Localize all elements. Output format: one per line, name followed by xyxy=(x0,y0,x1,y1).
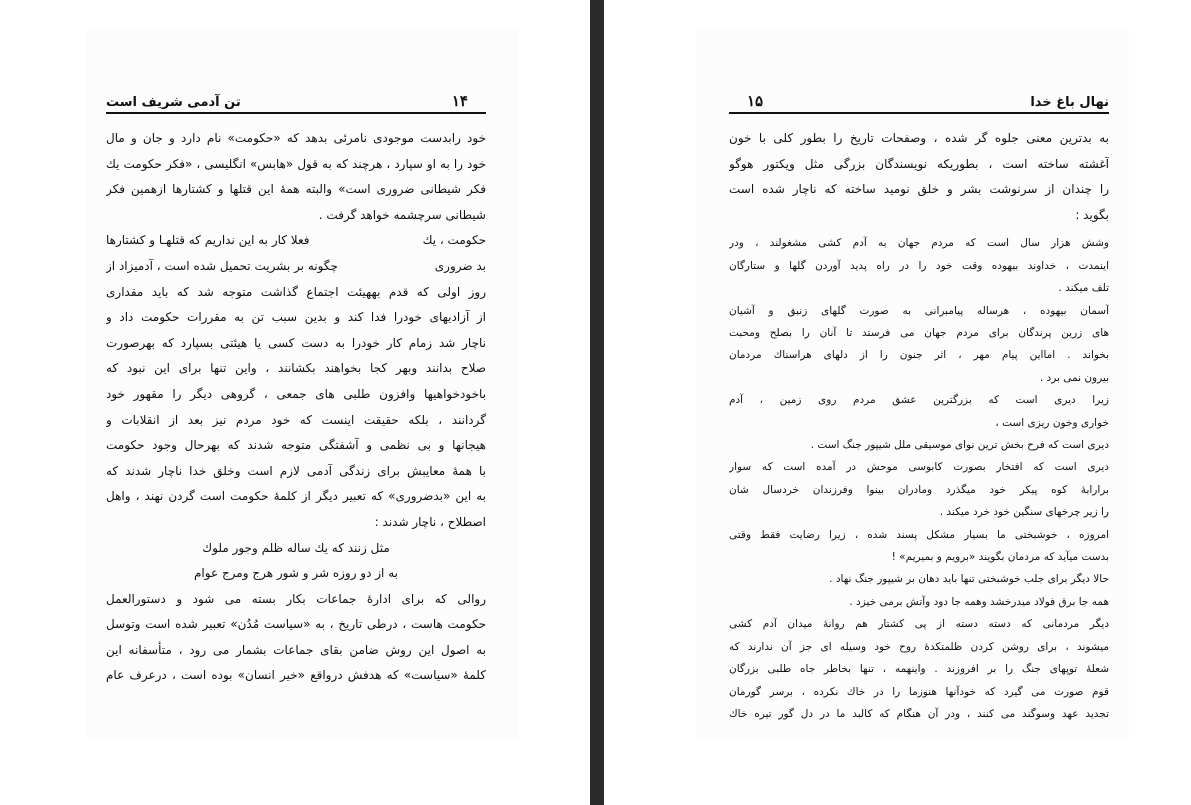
text-line: صلاح بدانند وبهر کجا بخواهند بکشانند ، واین تنها برای این نبود که xyxy=(106,361,486,376)
text-line: با همهٔ معایبش برای زندگی آدمی لازم است وخلق خدا ناچار شدند که xyxy=(106,463,486,478)
page-number: ۱۴ xyxy=(451,92,468,110)
text-line: حکومت هاست ، درطی تاریخ ، به «سیاست مُدُن» تعبیر شده است وتوسل xyxy=(106,617,486,632)
quote-line: دیری است که افتخار بصورت کابوسی موحش در آمده است که سوار xyxy=(729,461,1109,474)
margin-note: حکومت ، یك xyxy=(422,233,486,248)
quote-line: شعلهٔ توپهای جنگ را بر افروزند . واینهمه ، تنها بخاطر جاه طلبی بزرگان xyxy=(729,663,1109,676)
quote-line: را زیر چرخهای سنگین خود خرد میکند . xyxy=(939,506,1109,519)
quoted-passage xyxy=(729,232,1109,725)
text-line: ناچار شد زمام کار خودرا به دست کسی یا هیئتی بسپارد که بهرصورت xyxy=(106,335,486,350)
text-line: اصطلاح ، ناچار شدند : xyxy=(374,514,486,529)
quote-line: های زرین پرندگان برای مردم جهان می فرستد تا آنان را بصلح ومحبت xyxy=(729,327,1109,339)
page-header xyxy=(106,88,486,114)
quote-line: خواری وخون ریزی است ، xyxy=(995,416,1109,429)
quote-line: وشش هزار سال است که مردم جهان به آدم کشی مشغولند ، ودر xyxy=(729,237,1109,250)
text-line: را چندان از سرنوشت بشر و خلق نومید ساخته که ناچار شده است xyxy=(729,182,1109,197)
quote-line: زیرا دیری است که بزرگترین عشق مردم روی زمین ، آدم xyxy=(729,394,1109,407)
text-line: روالی که برای ادارهٔ جماعات بکار بسته می شود و دستورالعمل xyxy=(106,591,486,606)
right-page xyxy=(697,30,1129,738)
text-line: از آزادیهای خودرا فدا کند و بدین سبب تن به مقررات حکومت داد و xyxy=(106,310,486,325)
proverb-line: مثل زنند که یك ساله ظلم وجور ملوك xyxy=(202,540,390,555)
text-line: شیطانی سرچشمه خواهد گرفت . xyxy=(318,207,486,222)
proverb-line: به از دو روزه شر و شور هرج ومرج عوام xyxy=(194,566,398,581)
book-gutter xyxy=(590,0,604,805)
quote-line: حالا دیگر برای جلب خوشبختی تنها باید دهان بر شیپور جنگ نهاد . xyxy=(829,573,1109,586)
quote-line: دیری است که فرح بخش ترین نوای موسیقی ملل شیپور جنگ است . xyxy=(810,439,1109,452)
page-header xyxy=(729,88,1109,114)
quote-line: تجدید عهد وسوگند می کنند ، ودر آن هنگام که کالبد ما در دل گور تیره خاك xyxy=(729,707,1109,720)
text-line: به بدترین معنی جلوه گر شده ، وصفحات تاریخ را بطور کلی با خون xyxy=(729,131,1109,145)
quote-line: قوم صورت می گیرد که خودآنها هنوزما را در خاك نکرده ، برسر گورمان xyxy=(729,685,1109,698)
text-line: کلمهٔ «سیاست» که هدفش درواقع «خیر انسان» بوده است ، درعرف عام xyxy=(106,668,486,683)
quote-line: میشوند ، برای روشن کردن ظلمتکدهٔ روح خود وسیله ای جز آن ندارند که xyxy=(729,640,1109,653)
running-title: نهال باغ خدا xyxy=(1030,95,1109,110)
quote-line: آسمان بیهوده ، هرساله پیامبرانی به صورت گلهای زنبق و آشیان xyxy=(729,304,1109,317)
text-line: باخودخواهیها وافزون طلبی های جمعی ، گروهی دیگر را مقهور خود xyxy=(106,386,486,401)
text-line: به اصول این روش ضامن بقای جماعات بشمار می رود ، متأسفانه این xyxy=(106,642,486,657)
text-line: فکر شیطانی ضروری است» والبته همهٔ این قتلها و کشتارها ازهمین فکر xyxy=(106,182,486,197)
margin-note-line xyxy=(106,228,486,254)
text-line: خود رابدست موجودی نامرئی بدهد که «حکومت» نام دارد و جان و مال xyxy=(106,131,486,145)
text-line: خود را به او سپارد ، هرچند که به قول «هابس» انگلیسی ، «فکر حکومت یك xyxy=(106,156,486,171)
quote-line: اینمدت ، خداوند بیهوده وقت خود را در راه پدید آوردن گلها و ستارگان xyxy=(729,259,1109,272)
quote-line: بدست میآید که مردمان بگویند «برویم و بمیریم» ! xyxy=(891,551,1109,564)
quote-line: برارابهٔ کوه پیکر خود میگذرد ومادران بینوا وفرزندان خردسال شان xyxy=(729,483,1109,496)
quote-line: بیرون نمی برد . xyxy=(1039,371,1109,384)
quote-line: تلف میکند . xyxy=(1058,282,1109,295)
quote-line: دیگر مردمانی که دسته دسته از پی کشتار هم روانهٔ میدان آدم کشی xyxy=(729,618,1109,631)
quote-line: بخواند . امااین پیام مهر ، اثر جنون را از دلهای هراسناك مردمان xyxy=(729,349,1109,362)
page-body xyxy=(106,126,486,689)
page-number: ۱۵ xyxy=(747,92,764,110)
running-title: تن آدمی شریف است xyxy=(106,95,241,110)
text-line: به این «بدضروری» که تعبیر دیگر از کلمهٔ حکومت است گردن نهند ، واهل xyxy=(106,489,486,504)
text-line: گردانند ، بلکه حقیقت اینست که خود مردم نیز بعد از انقلابات و xyxy=(106,412,486,427)
text-segment: فعلا کار به این نداریم که قتلهـا و کشتارها xyxy=(106,233,310,248)
left-page xyxy=(86,30,518,738)
text-line: بگوید : xyxy=(1075,207,1109,222)
margin-note-line xyxy=(106,254,486,280)
margin-note: بد ضروری xyxy=(434,258,486,273)
page-body xyxy=(729,126,1109,725)
text-line: روز اولی که قدم بههیئت اجتماع گذاشت متوجه شد که باید مقداری xyxy=(106,284,486,299)
quote-line: امروزه ، خوشبختی ما بسیار مشکل پسند شده ، زیرا رضایت فقط وقتی xyxy=(729,528,1109,541)
text-line: هیجانها و بی نظمی و آشفتگی متوجه شدند که بهرحال وجود حکومت xyxy=(106,438,486,453)
text-line: آغشته ساخته است ، بطوریکه نویسندگان بزرگی مثل ویکتور هوگو xyxy=(729,156,1109,171)
text-segment: چگونه بر بشریت تحمیل شده است ، آدمیزاد از xyxy=(106,258,338,273)
quote-line: همه جا برق فولاد میدرخشد وهمه جا دود وآتش برمی خیزد . xyxy=(849,595,1109,608)
